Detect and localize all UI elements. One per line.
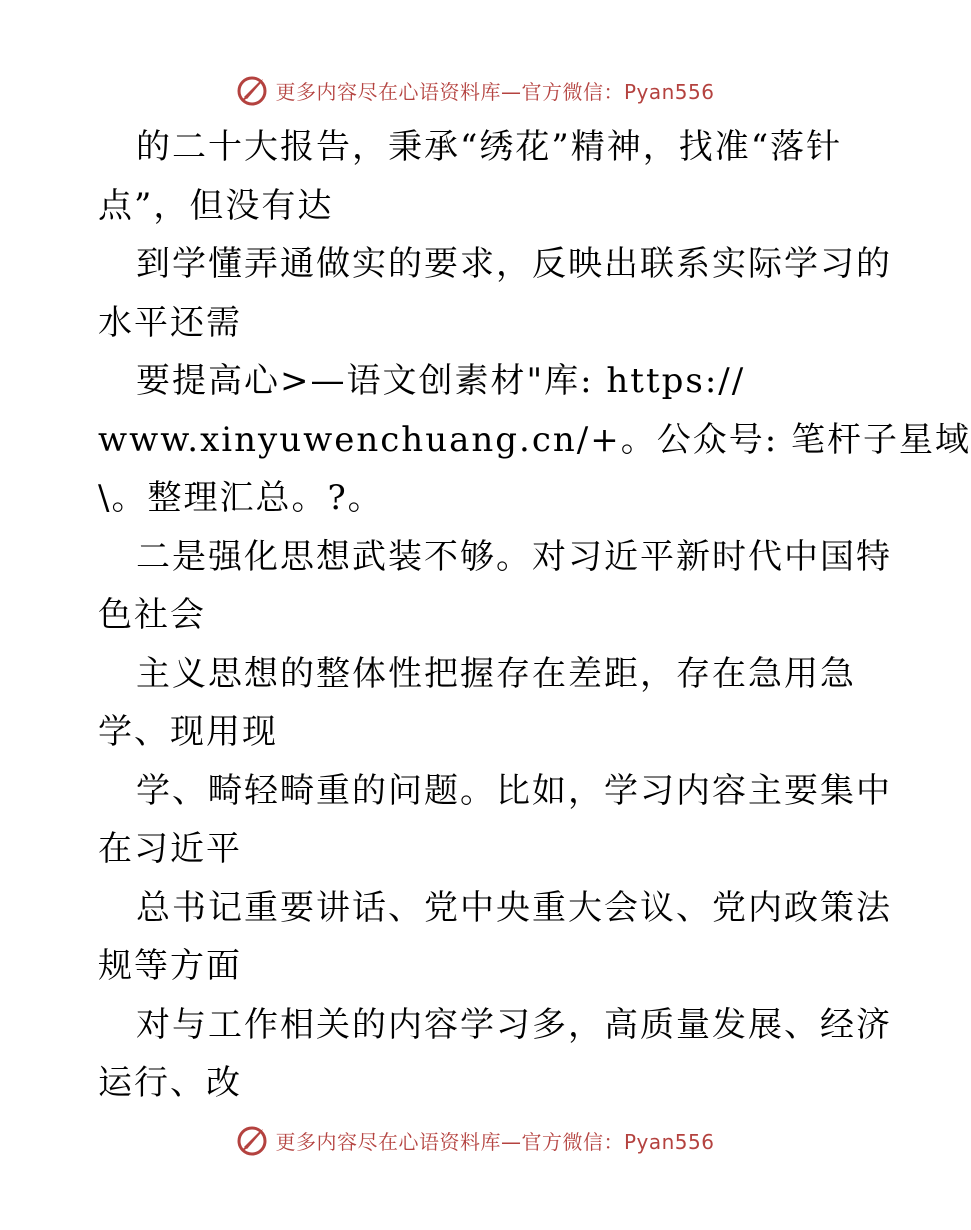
quill-logo-icon — [235, 73, 269, 107]
header-watermark — [0, 70, 950, 110]
text-line: 在习近平 — [98, 829, 242, 869]
text-line: 二是强化思想武装不够。对习近平新时代中国特 — [136, 536, 892, 577]
text-line: 色社会 — [98, 595, 206, 635]
text-line: 到学懂弄通做实的要求，反映出联系实际学习的 — [136, 244, 892, 284]
text-line: www.xinyuwenchuang.cn/+。公众号: 笔杆子星域 — [98, 419, 971, 460]
quill-logo-icon — [235, 1123, 269, 1157]
text-line: 点”，但没有达 — [98, 185, 334, 226]
text-line: \。整理汇总。?。 — [98, 478, 384, 518]
text-line: 对与工作相关的内容学习多，高质量发展、经济 — [136, 1004, 892, 1045]
text-line: 主义思想的整体性把握存在差距，存在急用急 — [136, 653, 856, 694]
text-line: 的二十大报告，秉承“绣花”精神，找准“落针 — [136, 127, 843, 167]
text-line: 总书记重要讲话、党中央重大会议、党内政策法 — [136, 887, 892, 928]
document-body — [98, 118, 971, 1113]
text-line: 水平还需 — [98, 302, 242, 343]
text-line: 规等方面 — [98, 946, 242, 986]
footer-watermark — [0, 1120, 950, 1160]
text-line: 学、畸轻畸重的问题。比如，学习内容主要集中 — [136, 770, 892, 811]
header-watermark-text: 更多内容尽在心语资料库—官方微信：Pyan556 — [275, 79, 715, 104]
text-line: 运行、改 — [98, 1063, 242, 1103]
text-line: 要提高心>—语文创素材"库: https:// — [136, 361, 746, 401]
footer-watermark-text: 更多内容尽在心语资料库—官方微信：Pyan556 — [275, 1129, 715, 1154]
text-line: 学、现用现 — [98, 712, 278, 752]
